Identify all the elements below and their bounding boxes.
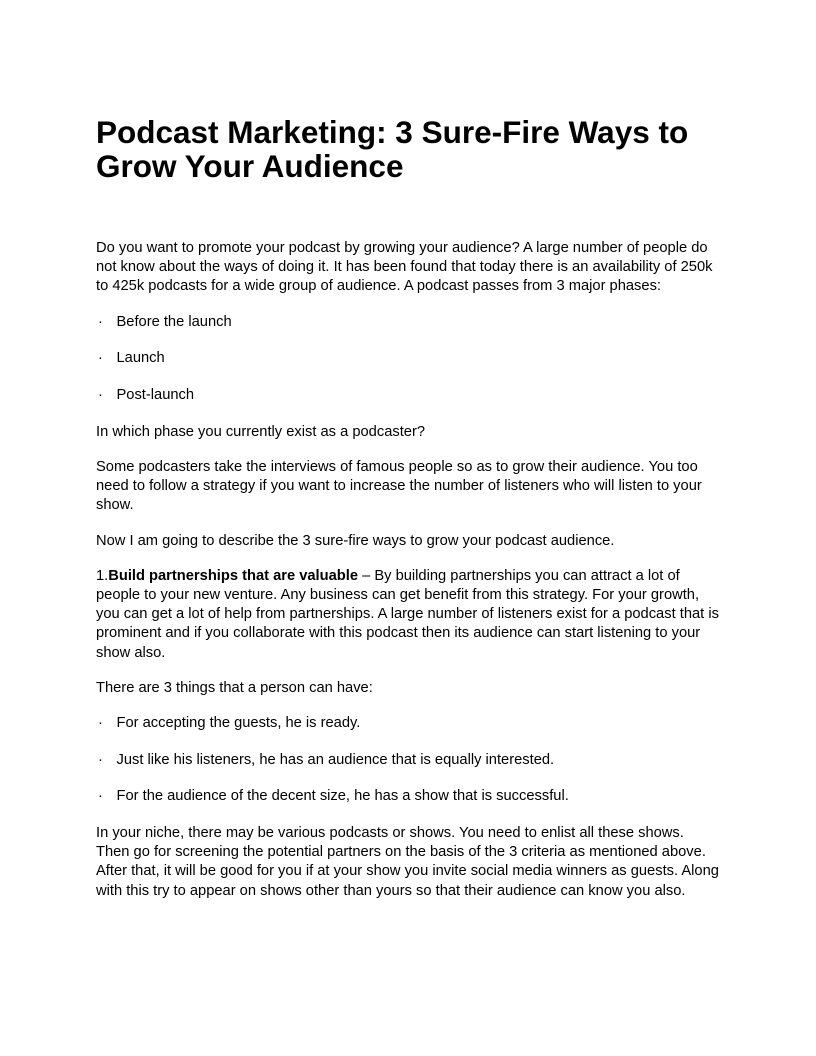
paragraph-niche: In your niche, there may be various podcasts or shows. You need to enlist all these shows. Then go for screening the potential partners on the basis of the 3 criteria as mentioned above. After that, it will be good for you if at your show you invite social media winners as guests. Along with this try to appear on shows other than yours so that their audience can know you also. [96, 825, 719, 899]
paragraph-tip1 [96, 567, 720, 663]
list-item-text: Post-launch [116, 387, 195, 404]
tip1-body: – By building partnerships you can attract a lot of people to your new venture. Any business can get benefit from this strategy. For your growth, you can get a lot of help from partnerships. A large number of listeners exist for a podcast that is prominent and if you collaborate with this podcast then its audience can start listening to your show also. [96, 567, 719, 661]
list-item-phase-before-launch [96, 313, 720, 332]
list-item-criterion-show [96, 787, 720, 806]
list-item-phase-launch [96, 349, 720, 368]
criteria-list [96, 714, 720, 807]
list-item-phase-post-launch [96, 386, 720, 405]
tip1-heading: Build partnerships that are valuable [108, 567, 359, 584]
list-item-criterion-guests [96, 714, 720, 733]
paragraph-phase-question: In which phase you currently exist as a podcaster? [96, 423, 426, 440]
bullet-icon: · [98, 387, 103, 404]
list-item-text: Launch [116, 350, 165, 367]
document-title: Podcast Marketing: 3 Sure-Fire Ways to Grow Your Audience [96, 114, 689, 184]
bullet-icon: · [98, 350, 103, 367]
list-item-criterion-audience [96, 751, 720, 770]
list-item-text: For accepting the guests, he is ready. [116, 714, 361, 731]
paragraph-strategy: Some podcasters take the interviews of famous people so as to grow their audience. You too need to follow a strategy if you want to increase the number of listeners who will listen to your show. [96, 458, 702, 514]
list-item-text: Just like his listeners, he has an audience that is equally interested. [116, 751, 555, 768]
paragraph-three-things: There are 3 things that a person can have: [96, 679, 373, 696]
bullet-icon: · [98, 313, 103, 330]
phases-list [96, 313, 720, 406]
paragraph-describe: Now I am going to describe the 3 sure-fire ways to grow your podcast audience. [96, 532, 615, 549]
tip1-number: 1. [96, 567, 109, 584]
list-item-text: For the audience of the decent size, he has a show that is successful. [116, 788, 569, 805]
bullet-icon: · [98, 788, 103, 805]
bullet-icon: · [98, 714, 103, 731]
paragraph-intro: Do you want to promote your podcast by growing your audience? A large number of people do not know about the ways of doing it. It has been found that today there is an availability of 250k to 425k podcasts for a wide group of audience. A podcast passes from 3 major phases: [96, 240, 713, 295]
list-item-text: Before the launch [116, 313, 232, 330]
bullet-icon: · [98, 751, 103, 768]
